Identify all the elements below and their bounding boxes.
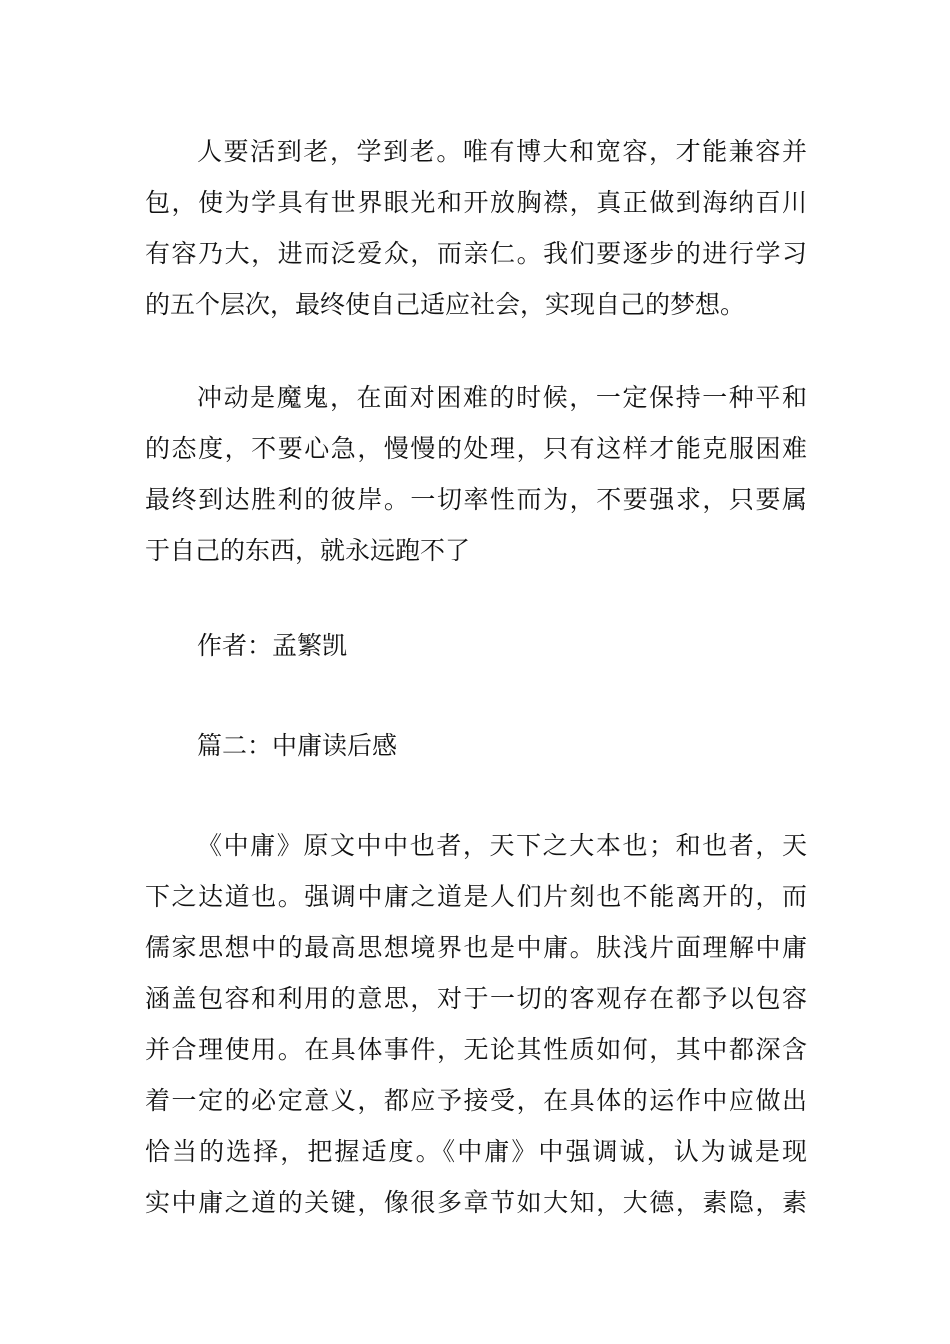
- paragraph-line: 恰当的选择，把握适度。《中庸》中强调诚，认为诚是现: [145, 1137, 807, 1166]
- paragraph-line: 涵盖包容和利用的意思，对于一切的客观存在都予以包容: [145, 984, 807, 1013]
- paragraph-line: 儒家思想中的最高思想境界也是中庸。肤浅片面理解中庸: [145, 933, 807, 962]
- paragraph-line: 的五个层次，最终使自己适应社会，实现自己的梦想。: [145, 290, 746, 319]
- author-line: [145, 620, 807, 671]
- paragraph-line: 最终到达胜利的彼岸。一切率性而为，不要强求，只要属: [145, 485, 807, 514]
- paragraph-line: 冲动是魔鬼，在面对困难的时候，一定保持一种平和: [197, 383, 807, 412]
- section-heading-text: 篇二：中庸读后感: [197, 731, 398, 760]
- paragraph-line: 的态度，不要心急，慢慢的处理，只有这样才能克服困难: [145, 434, 807, 463]
- paragraph-line: 人要活到老，学到老。唯有博大和宽容，才能兼容并: [197, 137, 807, 166]
- paragraph-line: 有容乃大，进而泛爱众，而亲仁。我们要逐步的进行学习: [145, 239, 807, 268]
- paragraph-1: [145, 126, 807, 330]
- paragraph-line: 于自己的东西，就永远跑不了: [145, 536, 471, 565]
- paragraph-line: 实中庸之道的关键，像很多章节如大知，大德，素隐，素: [145, 1188, 807, 1217]
- paragraph-3: [145, 820, 807, 1228]
- paragraph-line: 《中庸》原文中中也者，天下之大本也；和也者，天: [197, 831, 807, 860]
- paragraph-line: 包，使为学具有世界眼光和开放胸襟，真正做到海纳百川: [145, 188, 807, 217]
- section-heading: [145, 720, 807, 771]
- paragraph-2: [145, 372, 807, 576]
- paragraph-line: 并合理使用。在具体事件，无论其性质如何，其中都深含: [145, 1035, 807, 1064]
- paragraph-line: 着一定的必定意义，都应予接受，在具体的运作中应做出: [145, 1086, 807, 1115]
- paragraph-line: 下之达道也。强调中庸之道是人们片刻也不能离开的，而: [145, 882, 807, 911]
- author-text: 作者：孟繁凯: [197, 631, 348, 660]
